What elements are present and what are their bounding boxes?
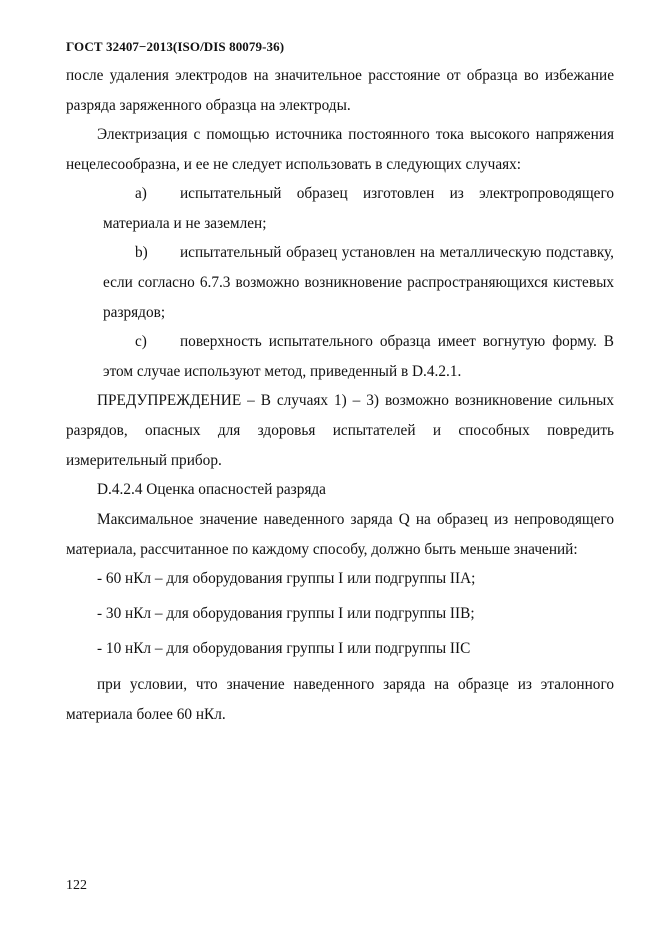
warning-paragraph: ПРЕДУПРЕЖДЕНИЕ – В случаях 1) – 3) возможно возникновение сильных разрядов, опасных для здоровья испытателей и способных повредить измерительный прибор.	[66, 392, 614, 469]
list-item-text: испытательный образец установлен на металлическую подставку, если согласно 6.7.3 возможно возникновение распространяющихся кистевых разрядов;	[103, 244, 614, 321]
list-marker: a)	[135, 185, 147, 202]
list-item-text: испытательный образец изготовлен из электропроводящего материала и не заземлен;	[103, 185, 614, 232]
paragraph-electrization: Электризация с помощью источника постоянного тока высокого напряжения нецелесообразна, и ее не следует использовать в следующих случаях:	[66, 126, 614, 173]
document-header: ГОСТ 32407−2013(ISO/DIS 80079-36)	[66, 39, 285, 54]
limit-item: - 30 нКл – для оборудования группы I или подгруппы IIB;	[97, 605, 475, 622]
paragraph-condition: при условии, что значение наведенного заряда на образце из эталонного материала более 60 нКл.	[66, 676, 614, 723]
paragraph-max-charge: Максимальное значение наведенного заряда Q на образец из непроводящего материала, рассчитанное по каждому способу, должно быть меньше значений:	[66, 511, 614, 558]
list-marker: b)	[135, 244, 148, 261]
list-item-c	[103, 327, 614, 387]
list-item-a	[103, 179, 614, 239]
paragraph-intro: после удаления электродов на значительное расстояние от образца во избежание разряда заряженного образца на электроды.	[66, 67, 614, 114]
list-marker: c)	[135, 333, 147, 350]
list-item-b	[103, 238, 614, 328]
page-number: 122	[66, 878, 87, 893]
section-heading: D.4.2.4 Оценка опасностей разряда	[97, 481, 326, 498]
list-item-text: поверхность испытательного образца имеет вогнутую форму. В этом случае используют метод, приведенный в D.4.2.1.	[103, 333, 614, 380]
limit-item: - 10 нКл – для оборудования группы I или подгруппы IIC	[97, 640, 471, 657]
limit-item: - 60 нКл – для оборудования группы I или подгруппы IIА;	[97, 570, 476, 587]
